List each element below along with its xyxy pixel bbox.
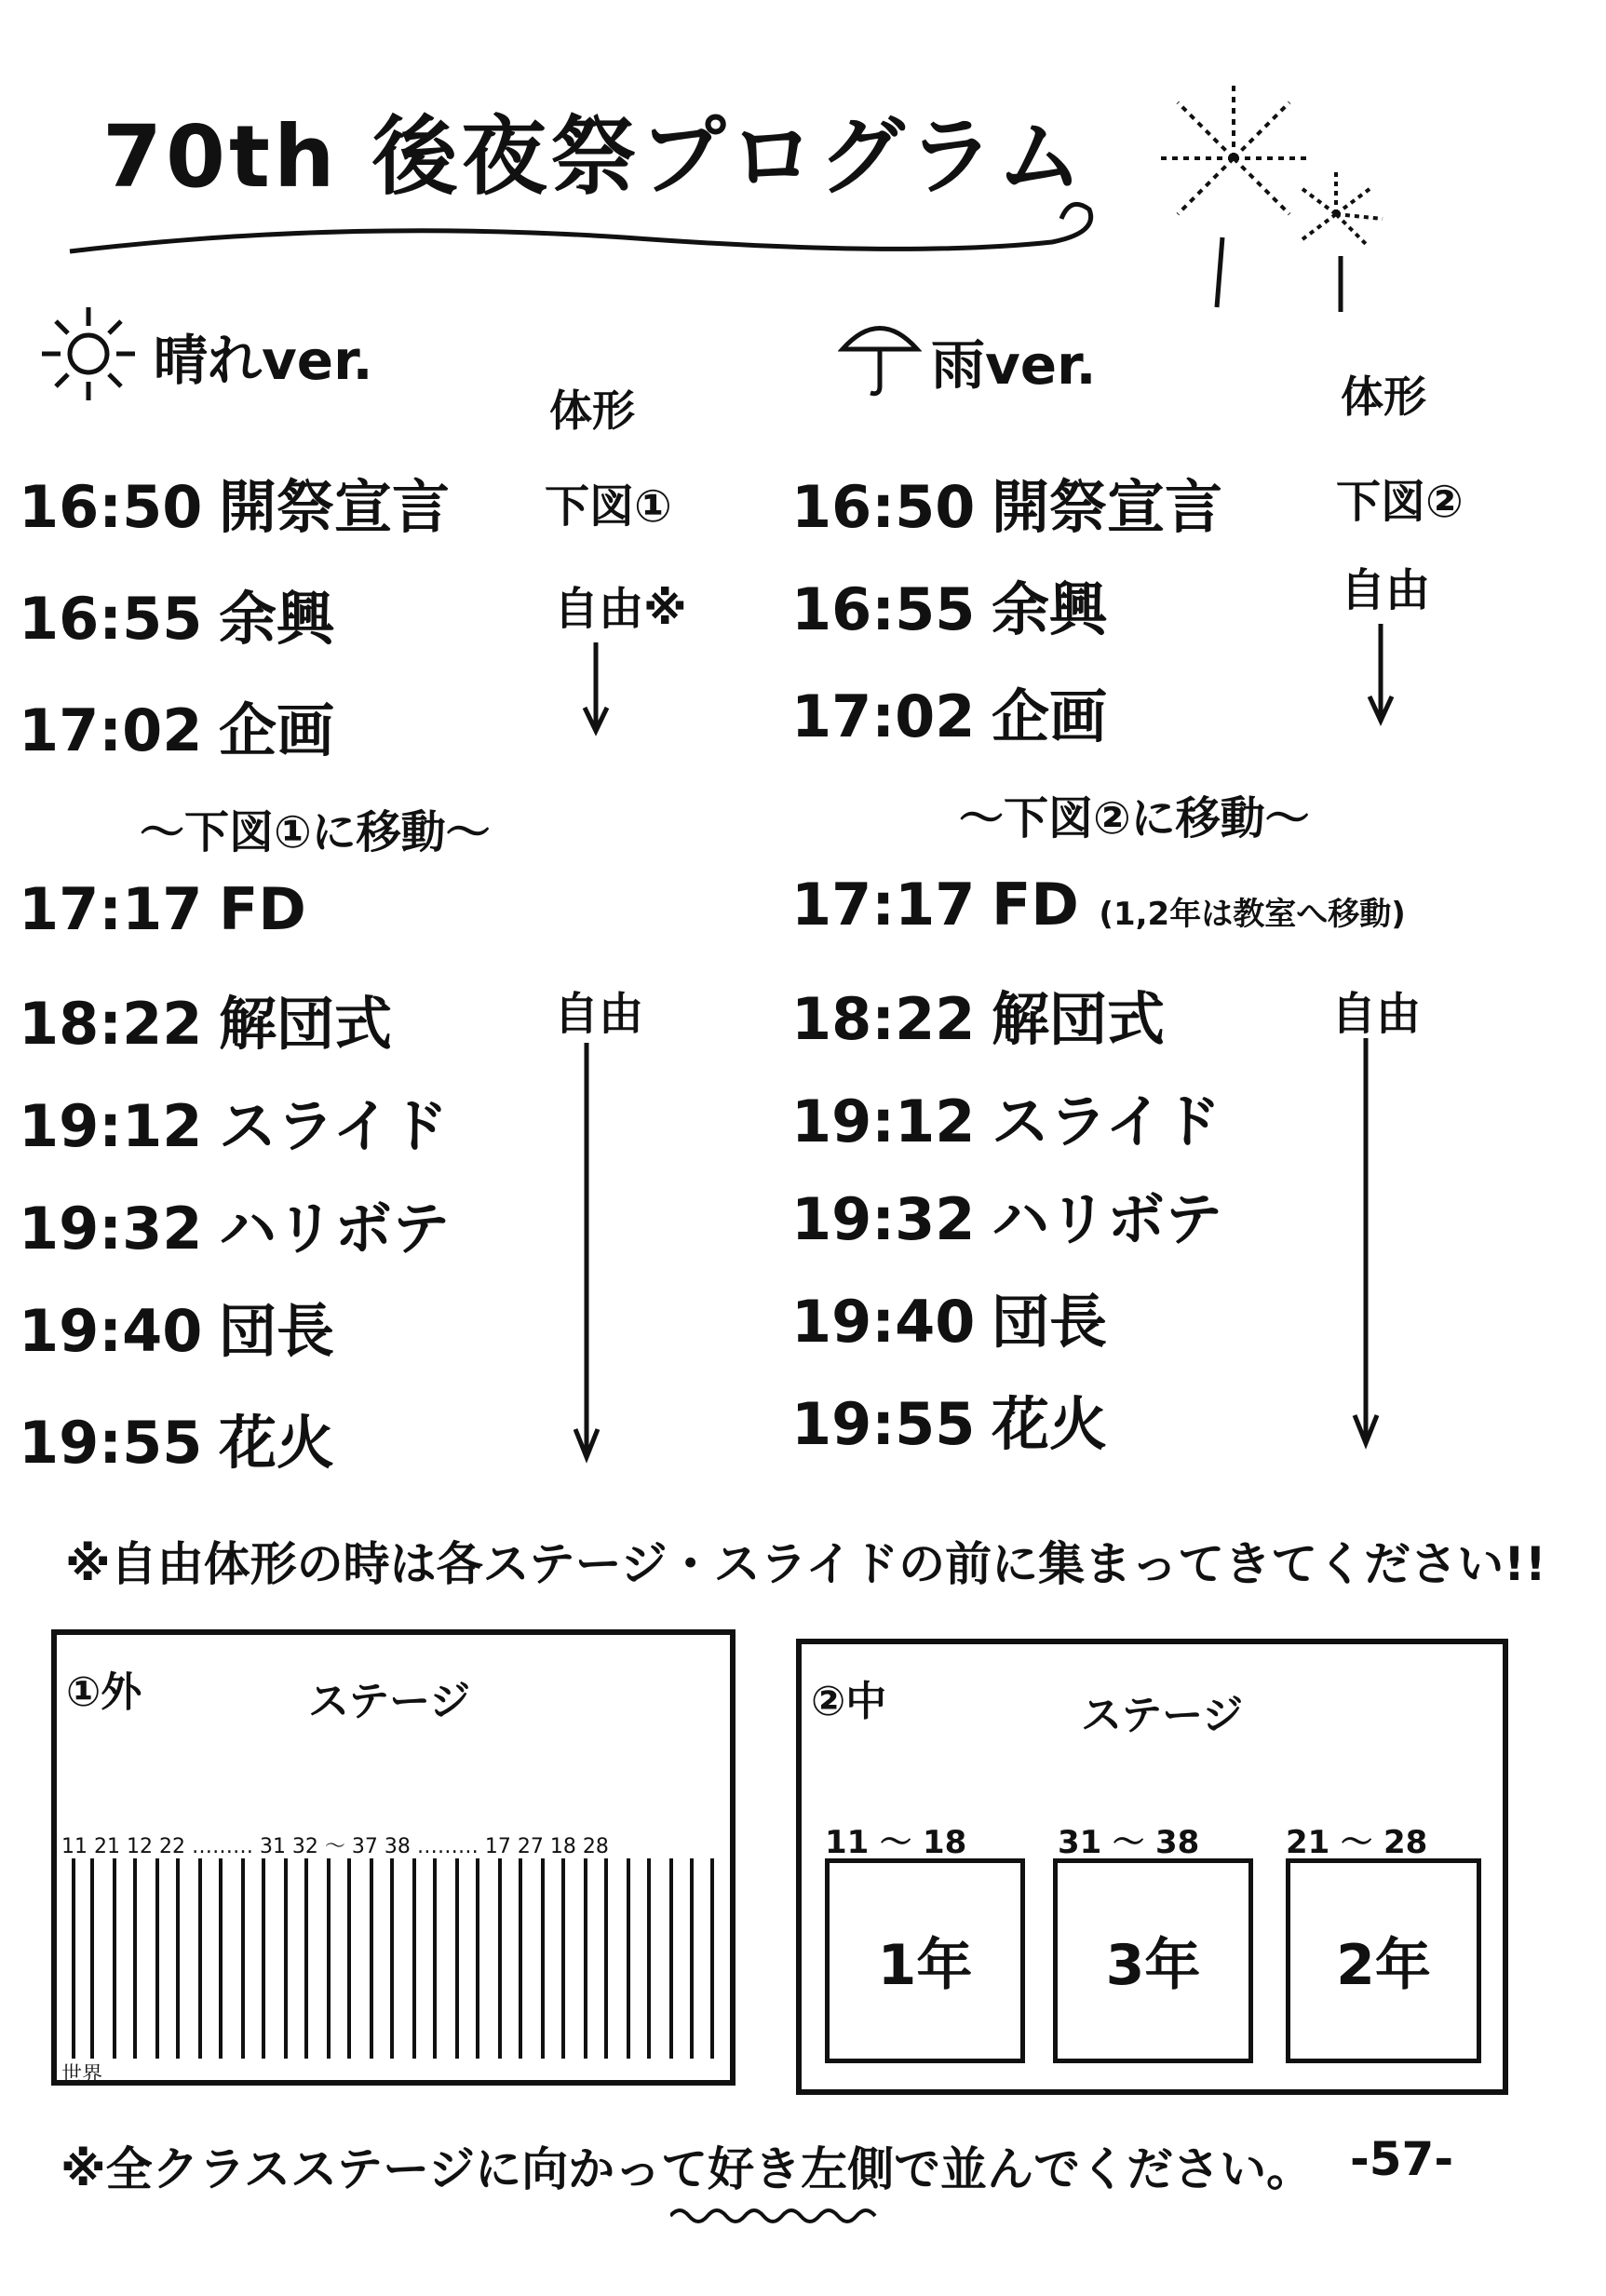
row-time: 19:12 (791, 1087, 976, 1155)
outside-diagram (51, 1629, 736, 2086)
sunny-form-bottom: 自由 (554, 988, 644, 1040)
row-time: 19:55 (791, 1390, 976, 1458)
rainy-row-1 (791, 461, 1222, 544)
sunny-row-7 (19, 1182, 450, 1265)
group-range: 11 〜 18 (825, 1824, 967, 1861)
sunny-row-6 (19, 1080, 448, 1163)
row-event: 団長 (992, 1288, 1108, 1356)
title-underline (65, 200, 1099, 275)
sunny-form-heading: 体形 (549, 385, 635, 436)
row-event: スライド (992, 1087, 1221, 1155)
row-time: 19:40 (19, 1297, 203, 1365)
rainy-row-6 (791, 1075, 1221, 1158)
sunny-heading: 晴れver. (154, 329, 373, 392)
rainy-form-2: 自由 (1341, 564, 1431, 616)
rainy-row-2 (791, 563, 1107, 646)
rainy-move-note: 〜下図②に移動〜 (959, 792, 1310, 844)
outside-class-labels: 11 21 12 22 ……… 31 32 〜 37 38 ……… 17 27 18 28 (61, 1835, 609, 1858)
sunny-form-1: 下図① (545, 480, 672, 533)
sunny-row-3 (19, 684, 334, 767)
rainy-form-heading: 体形 (1341, 371, 1426, 422)
rainy-form-1: 下図② (1336, 476, 1464, 528)
row-event: ハリボテ (219, 1195, 451, 1263)
rainy-row-3 (791, 670, 1107, 753)
row-time: 17:17 (19, 875, 203, 943)
row-event: 企画 (992, 682, 1108, 750)
sunny-row-1 (19, 461, 450, 544)
inside-diagram (796, 1639, 1508, 2095)
sunny-row-2 (19, 573, 334, 655)
row-time: 17:02 (791, 682, 976, 750)
grade-label: 3年 (1105, 1933, 1201, 1998)
group-range: 21 〜 28 (1286, 1824, 1428, 1861)
grade-label: 1年 (877, 1933, 973, 1998)
row-event: 団長 (219, 1297, 335, 1365)
row-event: 解団式 (992, 985, 1166, 1053)
row-time: 19:40 (791, 1288, 976, 1356)
row-event: 花火 (219, 1409, 335, 1477)
row-time: 17:02 (19, 696, 203, 764)
row-time: 17:17 (791, 871, 976, 939)
rainy-row-7 (791, 1173, 1222, 1256)
outside-diagram-label: ①外 (66, 1668, 142, 1716)
sunny-row-8 (19, 1285, 334, 1368)
row-time: 19:12 (19, 1092, 203, 1160)
sunny-form-2: 自由※ (554, 583, 687, 635)
row-event: スライド (219, 1092, 449, 1160)
row-event: FD (992, 871, 1079, 939)
row-time: 16:55 (19, 585, 203, 653)
row-event: 余興 (219, 585, 335, 653)
row-event: 開祭宣言 (992, 473, 1223, 541)
rainy-row-4 (791, 871, 1406, 939)
row-time: 16:50 (791, 473, 976, 541)
grade-label: 2年 (1336, 1933, 1431, 1998)
firework-icon (1150, 74, 1392, 317)
group-range: 31 〜 38 (1058, 1824, 1200, 1861)
sunny-row-9 (19, 1397, 334, 1479)
row-event: 企画 (219, 696, 335, 764)
down-arrow-icon (1367, 624, 1395, 726)
page-number: -57- (1350, 2132, 1454, 2186)
row-event: FD (219, 875, 306, 943)
grade-3-block (1053, 1858, 1253, 2063)
outside-stage-label: ステージ (308, 1678, 471, 1725)
free-form-note: ※自由体形の時は各ステージ・スライドの前に集まってきてください!! (65, 1537, 1546, 1591)
down-arrow-icon (573, 1043, 601, 1462)
sunny-row-4 (19, 875, 306, 943)
rainy-row-5 (791, 973, 1165, 1056)
down-arrow-icon (582, 642, 610, 736)
grade-1-block (825, 1858, 1025, 2063)
row-time: 19:55 (19, 1409, 203, 1477)
row-event: 解団式 (219, 990, 393, 1058)
fd-move-note: (1,2年は教室へ移動) (1099, 896, 1406, 933)
row-event: 開祭宣言 (219, 473, 451, 541)
row-time: 16:55 (791, 575, 976, 643)
row-event: 余興 (992, 575, 1108, 643)
outside-bottom-label: 世界 (61, 2063, 103, 2087)
row-time: 19:32 (791, 1185, 976, 1253)
row-time: 19:32 (19, 1195, 203, 1263)
row-event: ハリボテ (992, 1185, 1223, 1253)
class-lines (66, 1854, 727, 2068)
row-time: 16:50 (19, 473, 203, 541)
page-title: 70th 後夜祭プログラム (102, 107, 1086, 207)
rainy-row-8 (791, 1276, 1107, 1358)
sun-icon (37, 303, 140, 405)
rainy-form-bottom: 自由 (1331, 988, 1422, 1040)
row-event: 花火 (992, 1390, 1108, 1458)
inside-stage-label: ステージ (1081, 1692, 1244, 1739)
inside-diagram-label: ②中 (811, 1678, 887, 1725)
rainy-heading: 雨ver. (931, 333, 1097, 397)
wavy-underline (670, 2202, 894, 2230)
rainy-row-9 (791, 1378, 1107, 1461)
grade-2-block (1286, 1858, 1481, 2063)
bottom-note: ※全クラスステージに向かって好き左側で並んでください。 (61, 2142, 1314, 2196)
row-time: 18:22 (791, 985, 976, 1053)
down-arrow-icon (1352, 1038, 1380, 1448)
umbrella-icon (838, 307, 922, 400)
sunny-move-note: 〜下図①に移動〜 (140, 806, 491, 858)
row-time: 18:22 (19, 990, 203, 1058)
sunny-row-5 (19, 978, 392, 1060)
